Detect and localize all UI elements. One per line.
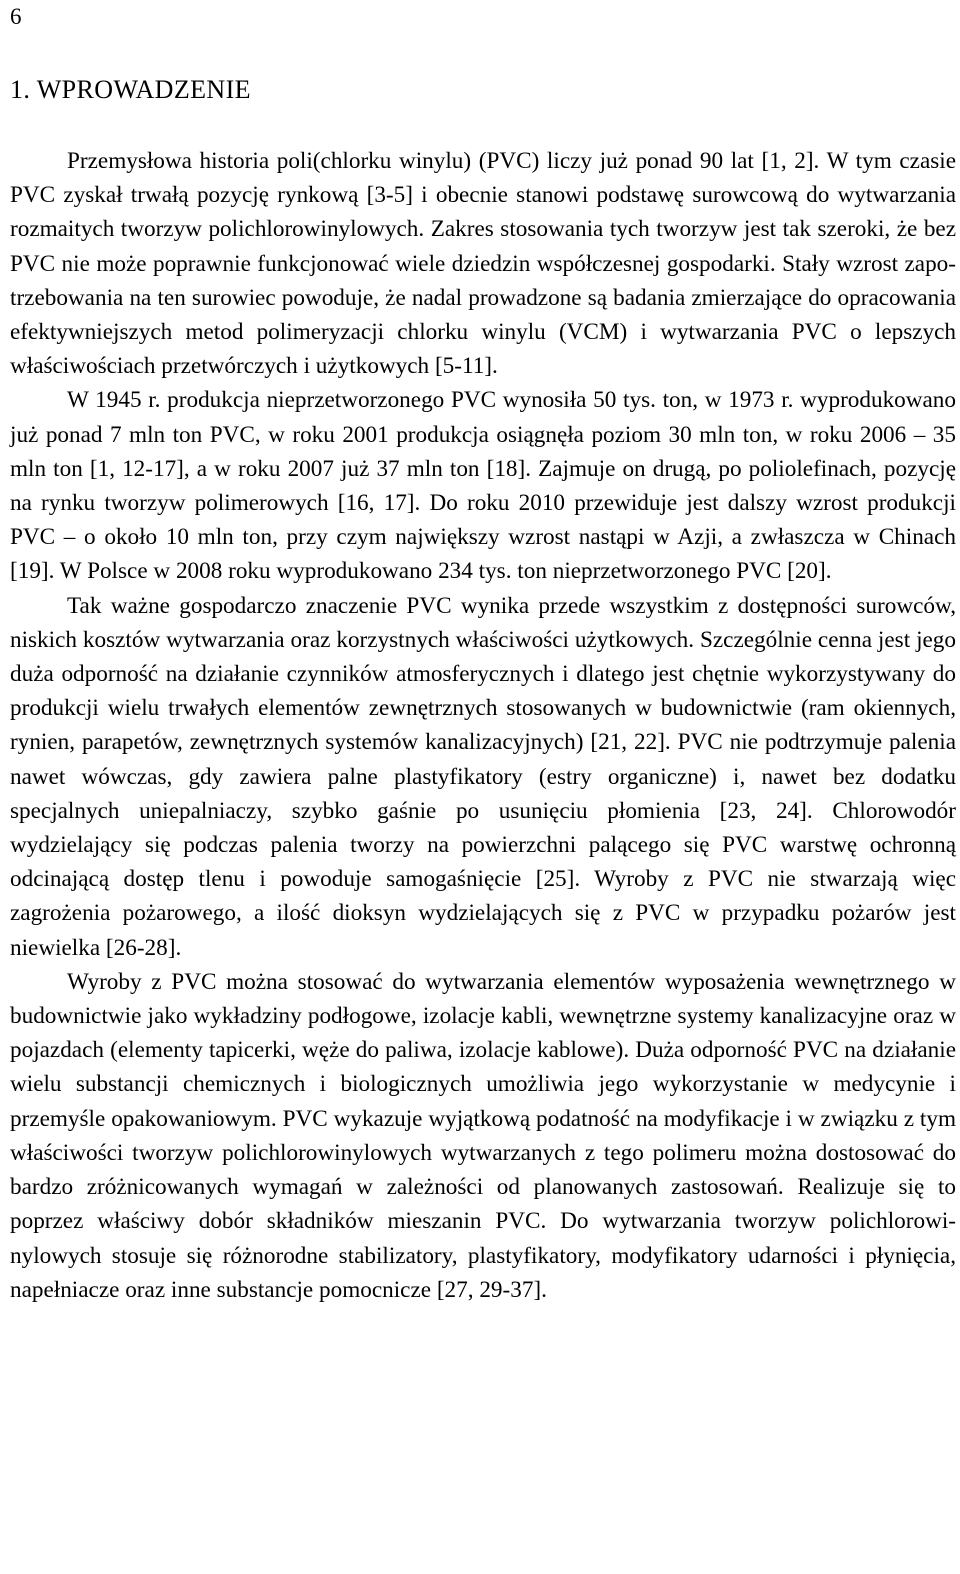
- chapter-title: 1. WPROWADZENIE: [10, 75, 251, 104]
- body-text: [10, 144, 956, 1307]
- page-number: 6: [10, 4, 22, 29]
- paragraph-applications: Wyroby z PVC można stosować do wytwarzania elementów wyposażenia wewnętrznego w budownictwie jako wykładziny podłogowe, izolacje kabli, wewnętrzne systemy kanalizacyjne oraz w pojazdach (elementy tapicerki, węże do paliwa, izolacje kablowe). Duża odporność PVC na działanie wielu substancji chemicznych i biologicznych umożliwia jego wykorzystanie w medycynie i przemyśle opakowaniowym. PVC wykazuje wyjątkową podatność na modyfikacje i w związku z tym właściwości tworzyw polichlorowinylowych wytwarzanych z tego polimeru można dostosować do bardzo zróżnicowanych wymagań w zależności od planowanych zastosowań. Realizuje się to poprzez właściwy dobór składników mieszanin PVC. Do wytwarzania tworzyw polichlorowinylowych stosuje się różnorodne stabilizatory, plastyfikatory, modyfikatory udarności i płynięcia, napełniacze oraz inne substancje pomocnicze [27, 29-37].: [10, 968, 956, 1303]
- paragraph-properties: Tak ważne gospodarczo znaczenie PVC wynika przede wszystkim z dostępności surowców, niskich kosztów wytwarzania oraz korzystnych właściwości użytkowych. Szczególnie cenna jest jego duża odporność na działanie czynników atmosferycznych i dlatego jest chętnie wykorzystywany do produkcji wielu trwałych elementów zewnętrznych stosowanych w budownictwie (ram okiennych, rynien, parapetów, zewnętrznych systemów kanalizacyjnych) [21, 22]. PVC nie podtrzymuje palenia nawet wówczas, gdy zawiera palne plastyfikatory (estry organiczne) i, nawet bez dodatku specjalnych uniepalniaczy, szybko gaśnie po usunięciu płomienia [23, 24]. Chlorowodór wydzielający się podczas palenia tworzy na powierzchni palącego się PVC warstwę ochronną odcinającą dostęp tlenu i powoduje samogaśnięcie [25]. Wyroby z PVC nie stwarzają więc zagrożenia pożarowego, a ilość dioksyn wydzielających się z PVC w przypadku pożarów jest niewielka [26-28].: [10, 592, 956, 961]
- paragraph-history: Przemysłowa historia poli(chlorku winylu) (PVC) liczy już ponad 90 lat [1, 2]. W tym czasie PVC zyskał trwałą pozycję rynkową [3-5] i obecnie stanowi podstawę surowcową do wytwarzania rozmaitych tworzyw polichlorowinylowych. Zakres stosowania tych tworzyw jest tak szeroki, że bez PVC nie może poprawnie funkcjonować wiele dziedzin współczesnej gospodarki. Stały wzrost zapotrzebowania na ten surowiec powoduje, że nadal prowadzone są badania zmierzające do opracowania efektywniejszych metod polimeryzacji chlorku winylu (VCM) i wytwarzania PVC o lepszych właściwościach przetwórczych i użytkowych [5-11].: [10, 148, 956, 380]
- paragraph-production: W 1945 r. produkcja nieprzetworzonego PVC wynosiła 50 tys. ton, w 1973 r. wyprodukowano już ponad 7 mln ton PVC, w roku 2001 produkcja osiągnęła poziom 30 mln ton, w roku 2006 – 35 mln ton [1, 12-17], a w roku 2007 już 37 mln ton [18]. Zajmuje on drugą, po poliolefinach, pozycję na rynku tworzyw polimerowych [16, 17]. Do roku 2010 przewiduje jest dalszy wzrost produkcji PVC – o około 10 mln ton, przy czym największy wzrost nastąpi w Azji, a zwłaszcza w Chinach [19]. W Polsce w 2008 roku wyprodukowano 234 tys. ton nieprzetworzonego PVC [20].: [10, 387, 956, 585]
